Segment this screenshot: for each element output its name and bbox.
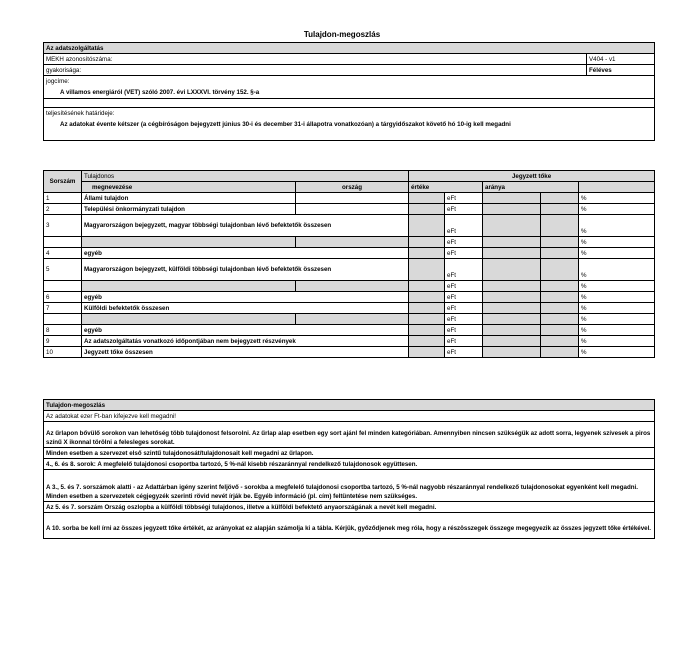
row-label: egyéb [82,248,409,259]
spacer-row [44,99,655,108]
value-cell[interactable] [409,248,445,259]
row-label: Az adatszolgáltatás vonatkozó időpontjában nem bejegyzett részvények [82,336,409,347]
row-number [44,237,82,248]
ratio-cell [483,314,541,325]
ratio-cell [483,303,541,314]
country-cell[interactable] [296,281,409,292]
ratio-cell [483,292,541,303]
unit-eft: eFt [445,215,483,237]
col-jegyzett: Jegyzett tőke [409,171,655,182]
owner-name-cell[interactable] [82,237,296,248]
row-number: 9 [44,336,82,347]
table-row [44,292,655,303]
value-cell[interactable] [409,314,445,325]
table-row [44,314,655,325]
unit-pct: % [579,193,655,204]
row-number: 8 [44,325,82,336]
notes-header: Tulajdon-megoszlás [44,400,655,411]
row-label: egyéb [82,325,409,336]
row-label: Települési önkormányzati tulajdon [82,204,296,215]
note-large-owners: A 3., 5. és 7. sorszámok alatti - az Adattárban igény szerint feljövő - sorokba a megfelelő tulajdonosi csoportba tartozó, 5 %-nál nagyobb részaránnyal rendelkező tulajdonosokat egyenként kell megadni. Minden esetben a szervezetek cégjegyzék szerinti rövid nevét írják be. Egyéb információ (pl. cím) feltüntetése nem szükséges. [44,482,655,502]
country-cell[interactable] [296,204,409,215]
value-cell[interactable] [409,292,445,303]
id-label: MEKH azonosítószáma: [44,54,587,65]
unit-pct: % [579,336,655,347]
unit-eft: eFt [445,259,483,281]
unit-eft: eFt [445,325,483,336]
table-row [44,215,655,237]
ratio-blank [541,336,579,347]
row-label: Magyarországon bejegyzett, külföldi többségi tulajdonban lévő befektetők összesen [82,259,409,281]
ratio-blank [541,347,579,358]
page-title: Tulajdon-megoszlás [303,30,381,39]
table-row [44,237,655,248]
unit-pct: % [579,204,655,215]
row-label: Jegyzett tőke összesen [82,347,409,358]
ratio-cell [483,215,541,237]
col-megnevezese: megnevezése [82,182,296,193]
id-value: V404 - v1 [587,54,655,65]
unit-eft: eFt [445,204,483,215]
ratio-blank [541,193,579,204]
row-label: Állami tulajdon [82,193,296,204]
info-header: Az adatszolgáltatás [44,43,655,54]
owner-name-cell[interactable] [82,314,296,325]
ratio-blank [541,314,579,325]
row-number: 1 [44,193,82,204]
ratio-blank [541,259,579,281]
unit-eft: eFt [445,336,483,347]
legal-label: jogcíme: [44,76,655,87]
note-rows: Az űrlapon bővülő sorokon van lehetőség több tulajdonost felsorolni. Az űrlap alap esetben egy sort ajánl fel minden kategóriában. Amennyiben nincsen szükségük az adott sorra, legyenek szívesek a piros színű X ikonnal törölni a felesleges sorokat. [44,428,655,448]
ratio-cell [483,237,541,248]
row-number: 10 [44,347,82,358]
ratio-cell [483,325,541,336]
value-cell[interactable] [409,259,445,281]
note-unit: Az adatokat ezer Ft-ban kifejezve kell megadni! [44,411,655,422]
legal-text: A villamos energiáról (VET) szóló 2007. évi LXXXVI. törvény 152. §-a [44,86,655,99]
value-cell[interactable] [409,215,445,237]
ratio-cell [483,204,541,215]
value-cell[interactable] [409,193,445,204]
value-cell[interactable] [409,347,445,358]
unit-eft: eFt [445,303,483,314]
table-row [44,303,655,314]
row-number: 5 [44,259,82,281]
value-cell[interactable] [409,336,445,347]
col-tulajdonos: Tulajdonos [82,171,409,182]
notes-table [43,399,655,539]
unit-pct: % [579,314,655,325]
unit-pct: % [579,237,655,248]
country-cell[interactable] [296,314,409,325]
ratio-cell [483,281,541,292]
unit-pct: % [579,215,655,237]
ratio-blank [541,281,579,292]
col-blank [579,182,655,193]
ratio-cell [483,248,541,259]
ratio-blank [541,292,579,303]
unit-pct: % [579,259,655,281]
country-cell[interactable] [296,237,409,248]
table-row [44,336,655,347]
table-row [44,325,655,336]
row-label: egyéb [82,292,409,303]
unit-pct: % [579,248,655,259]
ratio-blank [541,248,579,259]
ratio-cell [483,347,541,358]
value-cell[interactable] [409,281,445,292]
ratio-blank [541,325,579,336]
unit-eft: eFt [445,193,483,204]
deadline-label: teljesítésének határideje: [44,108,655,119]
unit-pct: % [579,292,655,303]
ratio-blank [541,204,579,215]
row-number: 6 [44,292,82,303]
col-orszag: ország [296,182,409,193]
table-row [44,193,655,204]
ratio-blank [541,303,579,314]
row-number [44,281,82,292]
ratio-blank [541,215,579,237]
col-sorszam: Sorszám [44,171,82,193]
row-label: Magyarországon bejegyzett, magyar többségi tulajdonban lévő befektetők összesen [82,215,409,237]
ownership-table [43,170,655,358]
row-label: Külföldi befektetők összesen [82,303,409,314]
freq-label: gyakorisága: [44,65,587,76]
col-aranya: aránya [483,182,579,193]
ratio-cell [483,193,541,204]
note-country: Az 5. és 7. sorszám Ország oszlopba a külföldi többségi tulajdonos, illetve a külföldi befektető anyaországának a nevét kell megadni. [44,502,655,513]
row-number: 7 [44,303,82,314]
table-row [44,204,655,215]
owner-name-cell[interactable] [82,281,296,292]
unit-pct: % [579,303,655,314]
unit-eft: eFt [445,237,483,248]
unit-pct: % [579,325,655,336]
unit-eft: eFt [445,292,483,303]
table-row [44,347,655,358]
row-number: 4 [44,248,82,259]
ratio-cell [483,259,541,281]
note-spacer [44,470,655,483]
ratio-blank [541,237,579,248]
table-row [44,259,655,281]
unit-eft: eFt [445,281,483,292]
freq-value: Féléves [587,65,655,76]
country-cell[interactable] [296,193,409,204]
unit-eft: eFt [445,347,483,358]
row-number: 2 [44,204,82,215]
unit-eft: eFt [445,248,483,259]
value-cell[interactable] [409,237,445,248]
deadline-text: Az adatokat évente kétszer (a cégbíróságon bejegyzett június 30-i és december 31-i állapotra vonatkozóan) a tárgyidőszakot követő hó 10-ig kell megadni [44,118,655,141]
unit-pct: % [579,347,655,358]
row-number: 3 [44,215,82,237]
note-first-level: Minden esetben a szervezet első szintű tulajdonosát/tulajdonosait kell megadni az űrlapon. [44,448,655,459]
table-row [44,281,655,292]
note-total: A 10. sorba be kell írni az összes jegyzett tőke értékét, az arányokat ez alapján számolja ki a tábla. Kérjük, győződjenek meg róla, hogy a részösszegek összege megegyezik az összes jegyzett tőke értékével. [44,519,655,539]
ratio-cell [483,336,541,347]
value-cell[interactable] [409,325,445,336]
info-table [43,42,655,141]
unit-pct: % [579,281,655,292]
table-row [44,248,655,259]
note-small-owners: 4., 6. és 8. sorok: A megfelelő tulajdonosi csoportba tartozó, 5 %-nál kisebb részaránnyal rendelkező tulajdonosok együttesen. [44,459,655,470]
value-cell[interactable] [409,204,445,215]
value-cell[interactable] [409,303,445,314]
unit-eft: eFt [445,314,483,325]
row-number [44,314,82,325]
col-erteke: értéke [409,182,483,193]
